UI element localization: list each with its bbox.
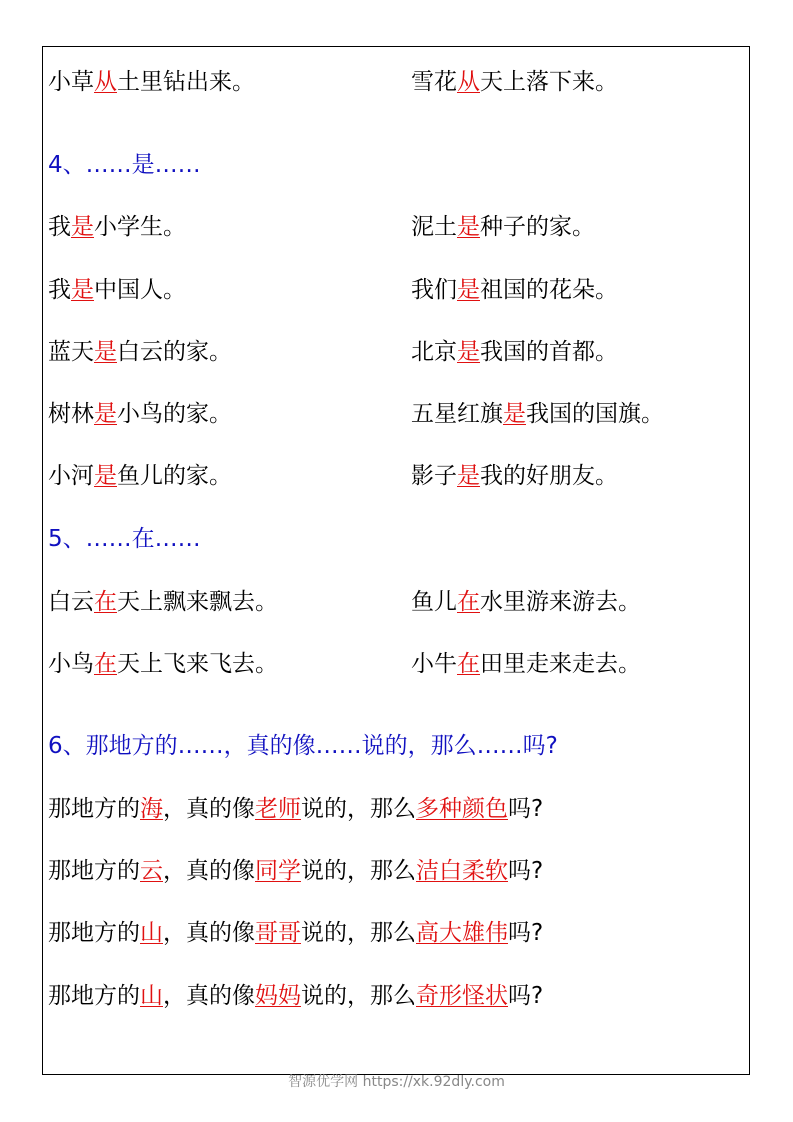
sentence: 影子是我的好朋友。 (411, 463, 618, 489)
sentence: 我是中国人。 (48, 277, 186, 303)
sentence: 雪花从天上落下来。 (411, 69, 618, 95)
footer-watermark: 智源优学网 https://xk.92dly.com (288, 1074, 505, 1090)
sentence: 泥土是种子的家。 (411, 214, 595, 240)
sentence: 白云在天上飘来飘去。 (48, 589, 278, 615)
sentence: 那地方的海，真的像老师说的，那么多种颜色吗? (48, 796, 544, 822)
sentence: 树林是小鸟的家。 (48, 401, 232, 427)
sentence: 小鸟在天上飞来飞去。 (48, 651, 278, 677)
section-heading: 6、那地方的……，真的像……说的，那么……吗? (48, 733, 558, 759)
section-heading: 4、……是…… (48, 152, 201, 178)
sentence: 我们是祖国的花朵。 (411, 277, 618, 303)
sentence: 鱼儿在水里游来游去。 (411, 589, 641, 615)
sentence: 那地方的山，真的像妈妈说的，那么奇形怪状吗? (48, 983, 544, 1009)
sentence: 蓝天是白云的家。 (48, 339, 232, 365)
sentence: 那地方的山，真的像哥哥说的，那么高大雄伟吗? (48, 920, 544, 946)
sentence: 北京是我国的首都。 (411, 339, 618, 365)
sentence: 我是小学生。 (48, 214, 186, 240)
sentence: 小河是鱼儿的家。 (48, 463, 232, 489)
section-heading: 5、……在…… (48, 526, 201, 552)
sentence: 那地方的云，真的像同学说的，那么洁白柔软吗? (48, 858, 544, 884)
sentence: 小牛在田里走来走去。 (411, 651, 641, 677)
sentence: 小草从土里钻出来。 (48, 69, 255, 95)
sentence: 五星红旗是我国的国旗。 (411, 401, 664, 427)
